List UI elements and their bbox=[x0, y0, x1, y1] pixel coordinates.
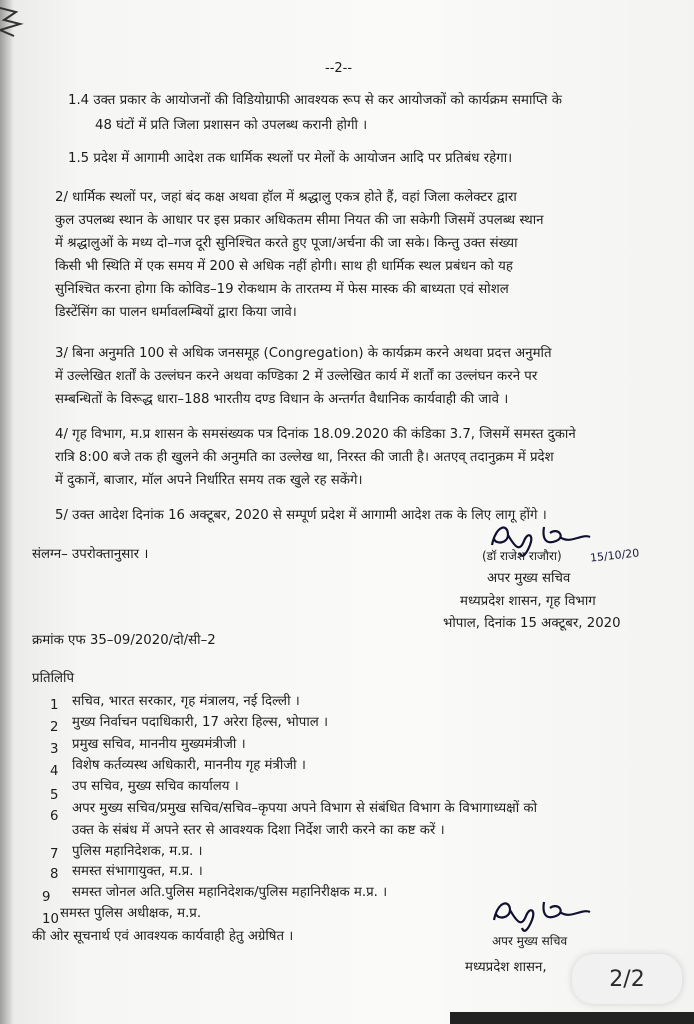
copy-item-number: 7 bbox=[50, 847, 59, 862]
para-1-5: 1.5 प्रदेश में आगामी आदेश तक धार्मिक स्थलों पर मेलों के आयोजन आदि पर प्रतिबंध रहेगा। bbox=[68, 151, 513, 166]
copy-item-text: समस्त संभागायुक्त, म.प्र. । bbox=[72, 864, 203, 879]
copy-heading: प्रतिलिपि bbox=[32, 671, 75, 686]
signature-date: 15/10/20 bbox=[589, 546, 640, 565]
para-2-line-4: किसी भी स्थिति में एक समय में 200 से अधिक नहीं होगी। साथ ही धार्मिक स्थल प्रबंधन को यह bbox=[55, 259, 513, 274]
copy-item-number: 4 bbox=[50, 764, 59, 779]
para-3-line-1: 3/ बिना अनुमति 100 से अधिक जनसमूह (Congregation) के कार्यक्रम करने अथवा प्रदत्त अनुमति bbox=[55, 346, 552, 361]
para-4-line-1: 4/ गृह विभाग, म.प्र शासन के समसंख्यक पत्र दिनांक 18.09.2020 की कंडिका 3.7, जिसमें समस्त दुकाने bbox=[55, 427, 576, 442]
para-1-4-line-1: 1.4 उक्त प्रकार के आयोजनों की विडियोग्राफी आवश्यक रूप से कर आयोजकों को कार्यक्रम समाप्ति के bbox=[68, 93, 562, 108]
page-indicator-badge[interactable]: 2/2 bbox=[572, 954, 682, 1004]
copy-footer: की ओर सूचनार्थ एवं आवश्यक कार्यवाही हेतु अग्रेषित । bbox=[32, 929, 294, 944]
signatory-name: (डॉ राजेश राजौरा) bbox=[482, 549, 562, 563]
copy-item-text: अपर मुख्य सचिव/प्रमुख सचिव/सचिव–कृपया अपने विभाग से संबंधित विभाग के विभागाध्यक्षों को bbox=[72, 801, 538, 816]
page-edge-shadow bbox=[0, 0, 14, 1024]
copy-item-number: 2 bbox=[50, 720, 59, 735]
para-2-line-2: कुल उपलब्ध स्थान के आधार पर इस प्रकार अधिकतम सीमा नियत की जा सकेगी जिसमें उपलब्ध स्थान bbox=[55, 213, 544, 228]
copy-item-text: सचिव, भारत सरकार, गृह मंत्रालय, नई दिल्ली । bbox=[72, 694, 300, 709]
para-2-line-5: सुनिश्चित करना होगा कि कोविड–19 रोकथाम के तारतम्य में फेस मास्क की बाध्यता एवं सोशल bbox=[55, 282, 509, 297]
para-1-4-line-2: 48 घंटों में प्रति जिला प्रशासन को उपलब्ध करानी होगी । bbox=[95, 118, 368, 133]
copy-item-number: 5 bbox=[50, 788, 59, 803]
copy-item-number: 1 bbox=[50, 698, 59, 713]
enclosure-note: संलग्न– उपरोक्तानुसार । bbox=[32, 547, 149, 562]
para-3-line-3: सम्बन्धितों के विरूद्ध धारा–188 भारतीय दण्ड विधान के अन्तर्गत वैधानिक कार्यवाही की जावे । bbox=[55, 392, 509, 407]
corner-binding-mark bbox=[0, 0, 40, 40]
signatory-department: मध्यप्रदेश शासन, गृह विभाग bbox=[460, 594, 596, 609]
para-2-line-6: डिस्टेंसिंग का पालन धर्मावलम्बियों द्वारा किया जावे। bbox=[55, 305, 297, 320]
bottom-edge-strip bbox=[450, 1012, 694, 1024]
signatory-designation: अपर मुख्य सचिव bbox=[487, 571, 571, 586]
copy-item-number: 6 bbox=[50, 809, 59, 824]
copy-item-number: 3 bbox=[50, 742, 59, 757]
copy-item-text: प्रमुख सचिव, माननीय मुख्यमंत्रीजी । bbox=[72, 737, 246, 752]
para-4-line-3: में दुकानें, बाजार, मॉल अपने निर्धारित समय तक खुले रह सकेंगे। bbox=[55, 473, 363, 488]
copy-item-text: पुलिस महानिदेशक, म.प्र. । bbox=[72, 844, 203, 859]
copy-item-text: समस्त जोनल अति.पुलिस महानिदेशक/पुलिस महानिरीक्षक म.प्र. । bbox=[72, 885, 388, 900]
copy-item-text: उप सचिव, मुख्य सचिव कार्यालय । bbox=[72, 779, 239, 794]
para-2-line-3: में श्रद्धालुओं के मध्य दो–गज दूरी सुनिश्चित करते हुए पूजा/अर्चना की जा सके। किन्तु उक्त संख्या bbox=[55, 236, 518, 251]
copy-item-text: समस्त पुलिस अधीक्षक, म.प्र. bbox=[60, 906, 202, 921]
para-4-line-2: रात्रि 8:00 बजे तक ही खुलने की अनुमति का उल्लेख था, निरस्त की जाती है। अतएव् तदानुक्रम में प्रदेश bbox=[55, 450, 554, 465]
para-3-line-2: में उल्लेखित शर्तों के उल्लंघन करने अथवा कण्डिका 2 में उल्लेखित कार्य में शर्तों का उल्लंघन करने पर bbox=[55, 369, 538, 384]
page-number: --2-- bbox=[325, 61, 353, 76]
second-signatory-designation: अपर मुख्य सचिव bbox=[492, 934, 568, 948]
reference-number: क्रमांक एफ 35–09/2020/दो/सी–2 bbox=[32, 633, 216, 648]
copy-item-text-continued: उक्त के संबंध में अपने स्तर से आवश्यक दिशा निर्देश जारी करने का कष्ट करें । bbox=[72, 823, 445, 838]
copy-item-number: 10 bbox=[42, 912, 59, 927]
copy-item-text: मुख्य निर्वाचन पदाधिकारी, 17 अरेरा हिल्स, भोपाल । bbox=[72, 715, 329, 730]
copy-item-text: विशेष कर्तव्यस्थ अधिकारी, माननीय गृह मंत्रीजी । bbox=[72, 758, 306, 773]
para-5: 5/ उक्त आदेश दिनांक 16 अक्टूबर, 2020 से सम्पूर्ण प्रदेश में आगामी आदेश तक के लिए लागू होंगे । bbox=[55, 508, 547, 523]
copy-item-number: 8 bbox=[50, 867, 59, 882]
signature-place-date: भोपाल, दिनांक 15 अक्टूबर, 2020 bbox=[443, 616, 621, 631]
copy-item-number: 9 bbox=[42, 890, 51, 905]
para-2-line-1: 2/ धार्मिक स्थलों पर, जहां बंद कक्ष अथवा हॉल में श्रद्धालु एकत्र होते हैं, वहां जिला कलेक्टर द्वारा bbox=[55, 190, 517, 205]
second-signatory-department: मध्यप्रदेश शासन, bbox=[465, 960, 547, 975]
